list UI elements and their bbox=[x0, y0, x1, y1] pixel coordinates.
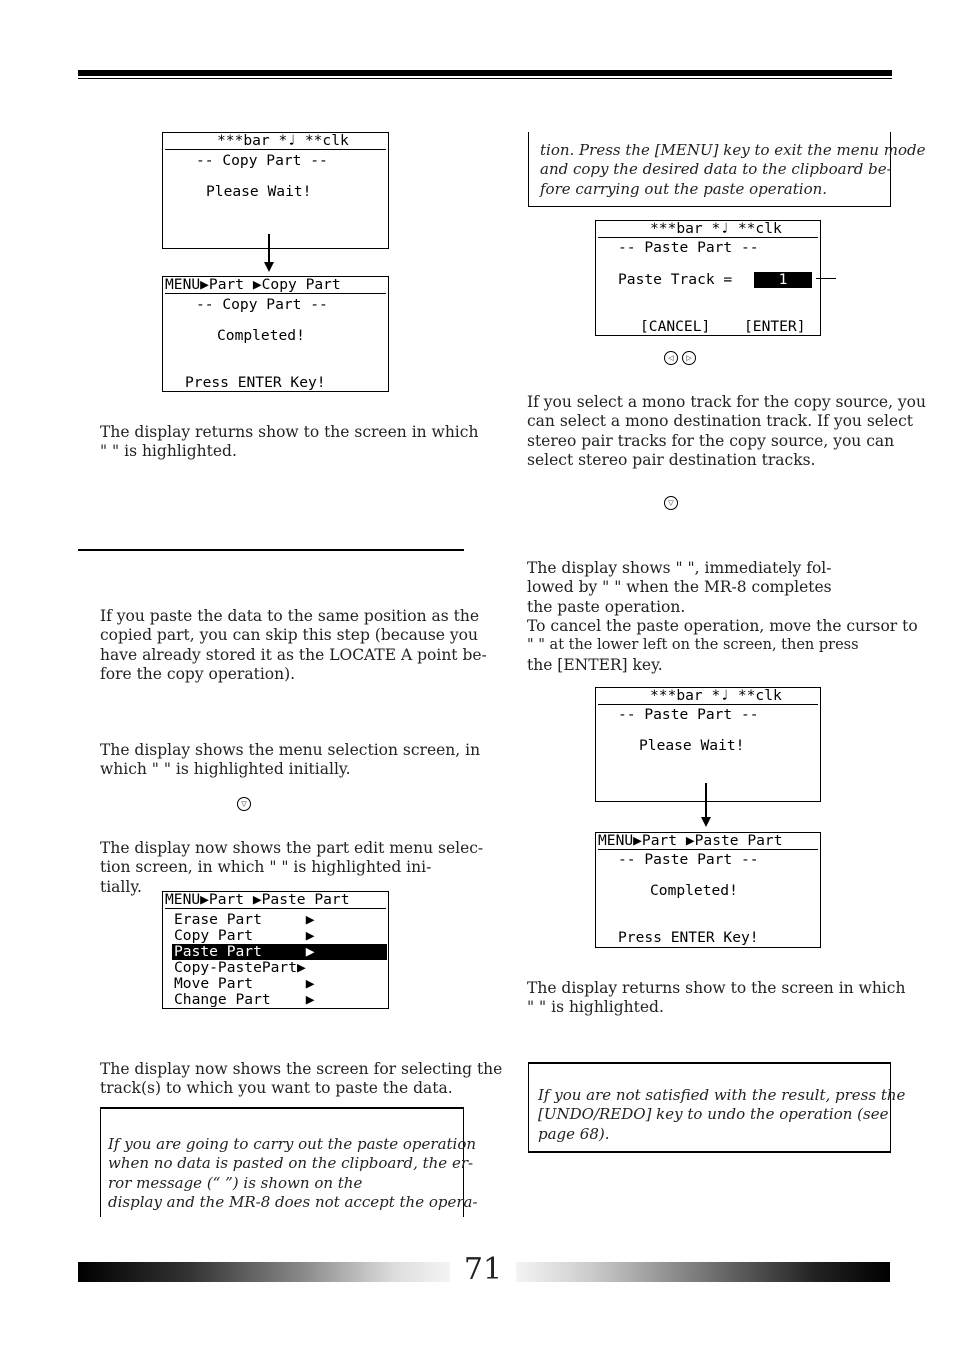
top-rule-thin bbox=[78, 78, 892, 79]
cancel-button[interactable]: [CANCEL] bbox=[640, 318, 711, 335]
lcd-header: MENU▶Part ▶Copy Part bbox=[165, 277, 386, 294]
lcd-header: ***bar *♩ **clk bbox=[165, 133, 386, 150]
text-line: The display shows " ", immediately fol- bbox=[527, 559, 832, 577]
note-left bbox=[108, 1135, 478, 1213]
note-right-top bbox=[540, 141, 925, 199]
lcd-header: MENU▶Part ▶Paste Part bbox=[165, 892, 386, 909]
text-line: can select a mono destination track. If you select bbox=[527, 412, 914, 431]
text-line: ror message (“ ”) is shown on the bbox=[108, 1173, 363, 1192]
text-line: If you paste the data to the same position as the bbox=[100, 607, 479, 625]
page-number: 71 bbox=[463, 1252, 503, 1287]
para-display-shows bbox=[527, 559, 832, 617]
lcd-paste-done bbox=[595, 832, 821, 948]
lcd-title: -- Paste Part -- bbox=[618, 706, 759, 723]
top-rule bbox=[78, 70, 892, 76]
lcd-copy-wait bbox=[162, 132, 389, 249]
text-line: lowed by " " when the MR-8 completes bbox=[527, 578, 832, 597]
footer-gradient-left bbox=[78, 1262, 450, 1282]
text-line: The display shows the menu selection screen, in bbox=[100, 741, 481, 759]
lcd-part-menu bbox=[162, 891, 389, 1009]
text-line: have already stored it as the LOCATE A point be- bbox=[100, 645, 487, 664]
arrow-down-icon bbox=[701, 817, 711, 827]
text-line: The display now shows the screen for selecting the bbox=[100, 1060, 503, 1078]
menu-item-paste-part[interactable]: Paste Part ▶ bbox=[172, 944, 387, 960]
text-line: display and the MR-8 does not accept the opera- bbox=[108, 1193, 478, 1212]
menu-item-move-part[interactable]: Move Part ▶ bbox=[174, 975, 315, 992]
para-menu bbox=[100, 741, 480, 780]
text-line: fore carrying out the paste operation. bbox=[540, 179, 828, 198]
enter-button[interactable]: [ENTER] bbox=[744, 318, 806, 335]
menu-item-copy-paste-part[interactable]: Copy-PastePart▶ bbox=[174, 959, 306, 976]
text-line: The display returns show to the screen in which bbox=[100, 423, 479, 441]
paste-track-value[interactable]: 1 bbox=[754, 272, 812, 288]
text-line: " " at the lower left on the screen, then press bbox=[527, 637, 859, 654]
text-line: tion screen, in which " " is highlighted ini- bbox=[100, 858, 432, 877]
footer-gradient-right bbox=[516, 1262, 890, 1282]
lcd-message: Please Wait! bbox=[206, 183, 312, 200]
lcd-footer: Press ENTER Key! bbox=[618, 929, 759, 946]
fast-forward-icon: ▷ bbox=[682, 351, 696, 365]
lcd-header: ***bar *♩ **clk bbox=[598, 221, 818, 238]
text-line: the paste operation. bbox=[527, 597, 686, 616]
para-select-track bbox=[100, 1060, 502, 1099]
stop-icon: ▽ bbox=[664, 496, 678, 510]
text-line: tially. bbox=[100, 877, 142, 896]
para-partedit bbox=[100, 839, 483, 897]
text-line: page 68). bbox=[538, 1124, 610, 1143]
text-line: If you are not satisfied with the result, press the bbox=[538, 1086, 906, 1104]
text-line: the [ENTER] key. bbox=[527, 655, 663, 674]
para-mono bbox=[527, 393, 926, 471]
menu-item-erase-part[interactable]: Erase Part ▶ bbox=[174, 911, 315, 928]
rewind-icon: ◁ bbox=[664, 351, 678, 365]
text-line: tion. Press the [MENU] key to exit the menu mode bbox=[540, 141, 926, 159]
lcd-footer: Press ENTER Key! bbox=[185, 374, 326, 391]
menu-item-change-part[interactable]: Change Part ▶ bbox=[174, 991, 315, 1008]
lcd-title: -- Paste Part -- bbox=[618, 851, 759, 868]
lcd-paste-track bbox=[595, 220, 821, 336]
para-cancel bbox=[527, 617, 918, 675]
paste-track-label: Paste Track = bbox=[618, 271, 742, 288]
lcd-title: -- Copy Part -- bbox=[196, 152, 328, 169]
lcd-message: Please Wait! bbox=[639, 737, 745, 754]
lcd-title: -- Copy Part -- bbox=[196, 296, 328, 313]
lcd-header: MENU▶Part ▶Paste Part bbox=[598, 833, 818, 850]
text-line: track(s) to which you want to paste the data. bbox=[100, 1079, 453, 1098]
text-line: when no data is pasted on the clipboard, the er- bbox=[108, 1154, 474, 1173]
text-line: fore the copy operation). bbox=[100, 665, 296, 684]
lcd-message: Completed! bbox=[650, 882, 738, 899]
callout-line bbox=[816, 278, 836, 279]
text-line: [UNDO/REDO] key to undo the operation (see bbox=[538, 1105, 889, 1124]
arrow-down-line bbox=[268, 234, 270, 262]
section-divider bbox=[78, 549, 464, 551]
arrow-down-line bbox=[705, 783, 707, 817]
lcd-message: Completed! bbox=[217, 327, 305, 344]
para-skip bbox=[100, 607, 487, 685]
text-line: To cancel the paste operation, move the cursor to bbox=[527, 617, 918, 635]
stop-icon: ▽ bbox=[237, 797, 251, 811]
text-line: which " " is highlighted initially. bbox=[100, 760, 351, 779]
text-line: " " is highlighted. bbox=[527, 998, 664, 1017]
text-line: The display returns show to the screen in which bbox=[527, 979, 906, 997]
text-line: stereo pair tracks for the copy source, you can bbox=[527, 431, 895, 450]
text-line: " " is highlighted. bbox=[100, 442, 237, 461]
lcd-title: -- Paste Part -- bbox=[618, 239, 759, 256]
note-undo bbox=[538, 1086, 905, 1144]
lcd-header: ***bar *♩ **clk bbox=[598, 688, 818, 705]
text-line: and copy the desired data to the clipboard be- bbox=[540, 160, 892, 179]
para-return-left bbox=[100, 423, 478, 462]
menu-item-copy-part[interactable]: Copy Part ▶ bbox=[174, 927, 315, 944]
lcd-copy-done bbox=[162, 276, 389, 392]
para-return-right bbox=[527, 979, 905, 1018]
text-line: select stereo pair destination tracks. bbox=[527, 451, 816, 470]
text-line: If you are going to carry out the paste operation bbox=[108, 1135, 477, 1153]
lcd-paste-wait bbox=[595, 687, 821, 802]
arrow-down-icon bbox=[264, 262, 274, 272]
text-line: The display now shows the part edit menu selec- bbox=[100, 839, 484, 857]
text-line: If you select a mono track for the copy source, you bbox=[527, 393, 926, 411]
text-line: copied part, you can skip this step (because you bbox=[100, 626, 478, 645]
